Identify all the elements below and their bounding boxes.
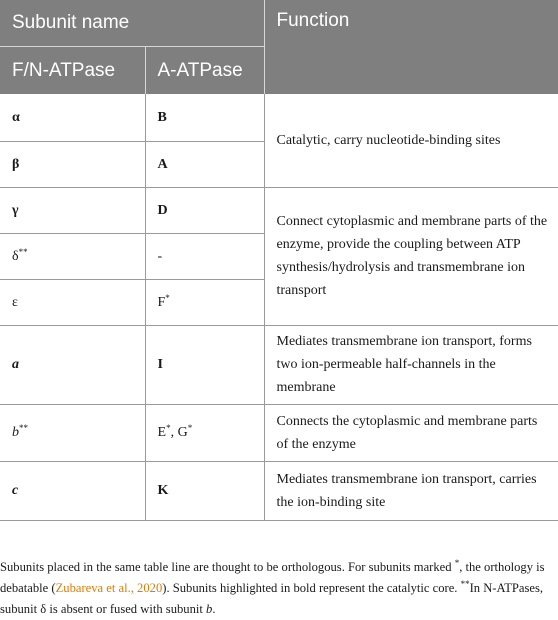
header-a-atpase: A-ATPase: [145, 47, 264, 95]
cell-a: A: [145, 141, 264, 187]
cell-function: Mediates transmembrane ion transport, carries the ion-binding site: [264, 461, 558, 520]
cell-fn: γ: [0, 187, 145, 233]
table-footnote: Subunits placed in the same table line are thought to be orthologous. For subunits marked *, the orthology is debatable (Zubareva et al., 2020). Subunits highlighted in bold represent the catalytic core. **In N-ATPases, subunit δ is absent or fused with subunit b.: [0, 558, 545, 616]
cell-function: Mediates transmembrane ion transport, forms two ion-permeable half-channels in the membrane: [264, 325, 558, 404]
cell-a: E*, G*: [145, 404, 264, 461]
cell-fn: β: [0, 141, 145, 187]
cell-function: Connect cytoplasmic and membrane parts of the enzyme, provide the coupling between ATP synthesis/hydrolysis and transmembrane ion transport: [264, 187, 558, 325]
cell-fn: ε: [0, 279, 145, 325]
cell-a: D: [145, 187, 264, 233]
cell-function: Connects the cytoplasmic and membrane parts of the enzyme: [264, 404, 558, 461]
citation-link[interactable]: Zubareva et al., 2020: [55, 581, 163, 595]
cell-fn: c: [0, 461, 145, 520]
cell-fn: a: [0, 325, 145, 404]
cell-fn: α: [0, 94, 145, 141]
cell-a: K: [145, 461, 264, 520]
header-subunit-name: Subunit name: [0, 0, 264, 47]
cell-fn: δ**: [0, 233, 145, 279]
cell-function: Catalytic, carry nucleotide-binding sites: [264, 94, 558, 187]
cell-a: I: [145, 325, 264, 404]
cell-fn: b**: [0, 404, 145, 461]
cell-a: F*: [145, 279, 264, 325]
cell-a: -: [145, 233, 264, 279]
cell-a: B: [145, 94, 264, 141]
header-fn-atpase: F/N-ATPase: [0, 47, 145, 95]
header-function: Function: [264, 0, 558, 94]
